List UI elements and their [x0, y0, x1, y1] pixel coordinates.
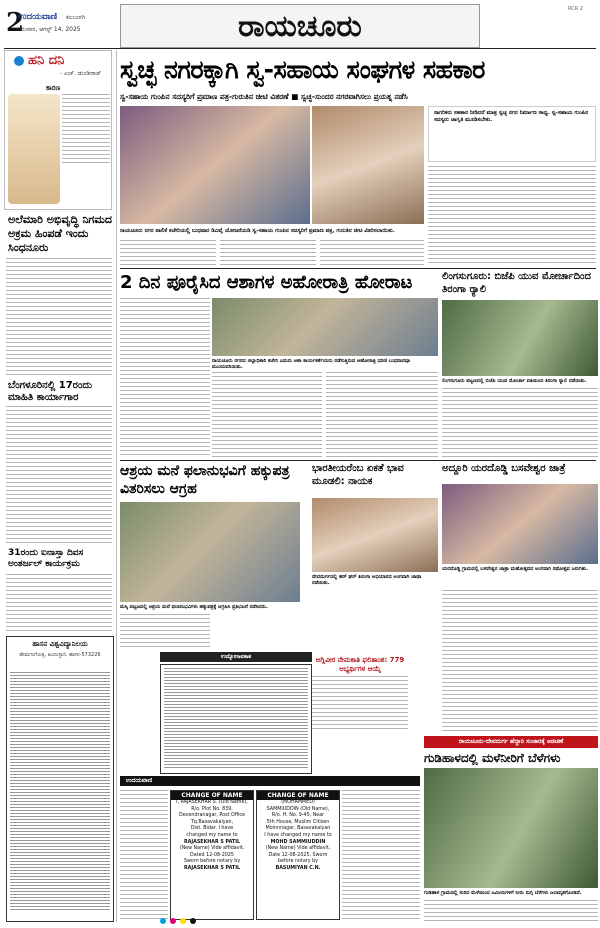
change-of-name-line: Devendranagar, Post Office — [179, 813, 245, 819]
ashraya-caption: ಮಸ್ಕಿ ಪಟ್ಟಣದಲ್ಲಿ ಆಶ್ರಯ ಮನೆ ಫಲಾನುಭವಿಗಳು ಹಕ್ಕುಪತ್ರಕ್ಕೆ ಆಗ್ರಹಿಸಿ ಪ್ರತಿಭಟನೆ ನಡೆಸಿದರು. — [120, 604, 268, 610]
main-story-caption: ರಾಯಚೂರು ನಗರ ಪಾಲಿಕೆ ಕಚೇರಿಯಲ್ಲಿ ಬುಧವಾರ ಡಿಎವೈ ಯೋಜನೆಯಡಿ ಸ್ವ-ಸಹಾಯ ಗುಂಪಿನ ಸದಸ್ಯರಿಗೆ ಪ್ರಮಾಣ ಪತ್ರ, ಗುರುತಿನ ಚೀಟಿ ವಿತರಿಸಲಾಯಿತು. — [120, 228, 395, 234]
left-story-body-2 — [6, 406, 112, 546]
main-story-body-2 — [220, 240, 316, 268]
main-story-body-3 — [320, 240, 424, 268]
left-story-headline-3: 31ರಂದು ಐನಾಸ್ತಾ ದಿವಸ ಅಂತರ್ಜಲ್ ಕಾರ್ಯಕ್ರಮ — [8, 548, 84, 569]
ashraya-headline: ಆಶ್ರಯ ಮನೆ ಫಲಾನುಭವಿಗೆ ಹಕ್ಕುಪತ್ರ ವಿತರಿಸಲು ಆಗ್ರಹ — [120, 463, 290, 497]
hani-dani-subhead: ಕಾರಣ — [46, 84, 61, 92]
jatre-headline: ಅದ್ದೂರಿ ಯರದೊಡ್ಡಿ ಬಸವೇಶ್ವರ ಜಾತ್ರೆ — [442, 463, 566, 474]
main-story-photo-2 — [312, 106, 424, 224]
change-of-name-ad-2 — [256, 790, 340, 920]
registration-mark — [180, 918, 186, 924]
asha-body-1 — [120, 298, 210, 458]
classified-right-text — [342, 790, 420, 920]
change-of-name-line: Moinnnagar, Basavakalyan — [265, 826, 331, 832]
cartoon-illustration — [8, 94, 60, 204]
main-subhead: ಸ್ವ-ಸಹಾಯ ಗುಂಪಿನ ಸದಸ್ಯರಿಗೆ ಪ್ರಮಾಣ ಪತ್ರ-ಗುರುತಿನ ಚೀಟಿ ವಿತರಣೆ ■ ಸ್ವಚ್ಛ-ಸುಂದರ ನಗರವಾಗಿಸಲು ಪ್ರಯತ್ನ ನಡೆಸಿ — [120, 92, 408, 101]
main-story-photo — [120, 106, 310, 224]
classified-brand: ಉದಯವಾಣಿ — [126, 777, 153, 784]
change-of-name-line: before notary by — [278, 859, 318, 865]
change-of-name-line: Date 12-08-2025. Sworn — [268, 852, 328, 858]
asha-body-2 — [212, 372, 322, 458]
gudihal-headline: ಗುಡಿಹಾಳದಲ್ಲಿ ಮಳೆನೀರಿಗೆ ಬೆಳೆಗಳು — [424, 751, 561, 765]
jatre-body — [442, 590, 598, 732]
change-of-name-line: 5th House, Muslim Citizen — [266, 819, 330, 825]
asha-photo — [212, 298, 438, 356]
agniveer-headline: ಅಗ್ನಿವೀರ ನೇಮಕಾತಿ ಫಲಿತಾಂಶ: 779 ಅಭ್ಯರ್ಥಿಗಳ ಆಯ್ಕೆ — [315, 656, 405, 673]
jatre-caption: ಯರದೊಡ್ಡಿ ಗ್ರಾಮದಲ್ಲಿ ಬಸವೇಶ್ವರ ಜಾತ್ರಾ ಮಹೋತ್ಸವದ ಅಂಗವಾಗಿ ರಥೋತ್ಸವ ಜರುಗಿತು. — [442, 566, 588, 572]
section-rule-2 — [120, 460, 596, 461]
university-notice-body — [10, 672, 110, 912]
change-of-name-title-1: CHANGE OF NAME — [171, 791, 253, 800]
masthead-rule — [4, 48, 596, 49]
change-of-name-line: BASUMIYAN C.N. — [275, 865, 321, 871]
hani-dani-title: ಹನಿ ದನಿ — [28, 53, 65, 68]
left-story-body-3 — [6, 574, 112, 634]
classified-strip — [120, 776, 420, 786]
left-story-headline-2: ಬೆಂಗಳೂರಿನಲ್ಲಿ 17ರಂದು ಮಾಹಿತಿ ಕಾರ್ಯಾಗಾರ — [8, 380, 93, 403]
change-of-name-line: RAJASEKHAR S PATIL — [183, 839, 241, 845]
bharatiya-headline: ಭಾರತೀಯರೆಂಬ ಏಕತೆ ಭಾವ ಮೂಡಲಿ: ನಾಯಕ — [312, 463, 404, 487]
gudihal-body — [424, 900, 598, 922]
page-number: 2 — [6, 8, 25, 38]
edition-label: ಕಲಬುರಗಿ — [66, 14, 86, 21]
poem-text — [62, 94, 110, 164]
main-headline: ಸ್ವಚ್ಛ ನಗರಕ್ಕಾಗಿ ಸ್ವ-ಸಹಾಯ ಸಂಘಗಳ ಸಹಕಾರ — [120, 55, 485, 84]
change-of-name-line: (New Name) Vide affidavit, — [179, 846, 245, 852]
university-notice-subtitle: ಹೇಮಗಂಗೋತ್ರಿ, ಹಿಂದುಸ್ತಾನ, ಹಾಸನ-573226 — [19, 652, 101, 658]
hani-dani-author: - ಎಚ್. ಡುಂಡಿರಾಜ್ — [60, 70, 102, 77]
change-of-name-ad-1 — [170, 790, 254, 920]
change-of-name-line: changed my name to — [186, 832, 238, 838]
jobs-strip: ಉದ್ಯೋಗಾವಕಾಶ — [160, 652, 312, 662]
lingasugur-headline: ಲಿಂಗಸುಗೂರು: ಬಿಜೆಪಿ ಯುವ ಮೋರ್ಚಾದಿಂದ ತಿರಂಗಾ ರ್‍ಯಾಲಿ — [442, 271, 591, 295]
section-rule — [120, 268, 596, 269]
gudihal-photo — [424, 768, 598, 888]
change-of-name-line: R/o. H. No. 9-45, Near — [271, 813, 325, 819]
lingasugur-photo — [442, 300, 598, 376]
change-of-name-line: MOHD SAMMIUDDIN — [270, 839, 326, 845]
city-banner: ರಾಯಚೂರು — [120, 4, 480, 48]
drop-icon — [14, 56, 24, 66]
column-divider — [116, 50, 117, 922]
change-of-name-line: Sworn before notary by — [183, 859, 241, 865]
bharatiya-caption: ದೇವದುರ್ಗದಲ್ಲಿ ಹರ್ ಘರ್ ತಿರಂಗಾ ಅಭಿಯಾನದ ಅಂಗವಾಗಿ ಜಾಥಾ ನಡೆಯಿತು. — [312, 574, 422, 586]
page-tag: RCR 2 — [568, 6, 583, 12]
agniveer-body — [312, 676, 408, 732]
change-of-name-line: (MOHAMMED) — [281, 800, 315, 805]
jatre-photo — [442, 484, 598, 564]
lingasugur-caption: ಲಿಂಗಸುಗೂರು ಪಟ್ಟಣದಲ್ಲಿ ಬಿಜೆಪಿ ಯುವ ಮೋರ್ಚಾ ವತಿಯಿಂದ ತಿರಂಗಾ ರ್‍ಯಾಲಿ ನಡೆಯಿತು. — [442, 378, 587, 384]
main-story-body-4 — [428, 166, 596, 266]
left-story-headline-1: ಅಲೆಮಾರಿ ಅಭಿವೃದ್ಧಿ ನಿಗಮದ ಅಕ್ರಮ ಹಿಂಪಡೆ ಇಂದು ಸಿಂಧನೂರು — [8, 213, 112, 254]
main-story-body-1 — [120, 240, 216, 268]
change-of-name-line: Dated 12-08-2025 — [190, 852, 234, 858]
change-of-name-title-2: CHANGE OF NAME — [257, 791, 339, 800]
change-of-name-line: SAMMIUDDIN (Old Name), — [266, 806, 330, 812]
change-of-name-line: R/o. Plot No. 839, — [191, 806, 233, 812]
date-line: ಗುರುವಾರ, ಆಗಸ್ಟ್ 14, 2025 — [16, 26, 81, 33]
change-of-name-line: (New Name) Vide affidavit, — [265, 846, 331, 852]
asha-caption: ರಾಯಚೂರು ನಗರದ ಜಿಲ್ಲಾಧಿಕಾರಿ ಕಚೇರಿ ಎದುರು ಆಶಾ ಕಾರ್ಯಕರ್ತೆಯರು ನಡೆಸುತ್ತಿರುವ ಅಹೋರಾತ್ರಿ ಧರಣಿ ಬುಧವಾರವೂ ಮುಂದುವರಿಯಿತು. — [212, 358, 410, 370]
gudihal-caption: ಗುಡಿಹಾಳ ಗ್ರಾಮದಲ್ಲಿ ಸುರಿದ ಮಳೆಯಿಂದ ಜಮೀನುಗಳಿಗೆ ನೀರು ನುಗ್ಗಿ ಬೆಳೆಗಳು ಜಲಾವೃತಗೊಂಡಿವೆ. — [424, 890, 582, 896]
asha-body-3 — [326, 372, 438, 458]
quote-text: ನಾಗರಿಕರು ಸಹಕಾರ ನೀಡಿದರೆ ಮಾತ್ರ ಸ್ವಚ್ಛ ನಗರ ನಿರ್ಮಾಣ ಸಾಧ್ಯ. ಸ್ವ-ಸಹಾಯ ಗುಂಪಿನ ಸದಸ್ಯರು ಜಾಗೃತಿ ಮೂಡಿಸಬೇಕು. — [434, 110, 589, 123]
registration-mark — [190, 918, 196, 924]
classified-left-text — [120, 790, 168, 920]
change-of-name-line: I, RAJASEKHAR S. (Old Name), — [176, 800, 248, 805]
university-notice-title: ಹಾಸನ ವಿಶ್ವವಿದ್ಯಾನಿಲಯ — [32, 640, 88, 648]
change-of-name-line: RAJASEKHAR S PATIL — [183, 865, 241, 871]
change-of-name-line: Tq.Basavakalyan, — [190, 819, 234, 825]
jobs-text — [164, 668, 308, 768]
paper-name: ಉದಯವಾಣಿ — [18, 12, 58, 22]
gudihal-strip: ರಾಯಚೂರು-ದೇವದುರ್ಗ ಹೆದ್ದಾರಿ ಸಂಚಾರಕ್ಕೆ ಅಡಚಣೆ — [424, 736, 598, 748]
ashraya-body-1 — [120, 614, 210, 650]
left-story-body-1 — [6, 258, 112, 378]
change-of-name-line: I have changed my name to — [264, 832, 332, 838]
registration-mark — [170, 918, 176, 924]
change-of-name-line: Dist. Bidar. I have — [190, 826, 234, 832]
bharatiya-photo — [312, 498, 438, 572]
ashraya-photo — [120, 502, 300, 602]
registration-mark — [160, 918, 166, 924]
lingasugur-body — [442, 388, 598, 458]
asha-headline: 2 ದಿನ ಪೂರೈಸಿದ ಆಶಾಗಳ ಅಹೋರಾತ್ರಿ ಹೋರಾಟ — [120, 272, 413, 293]
